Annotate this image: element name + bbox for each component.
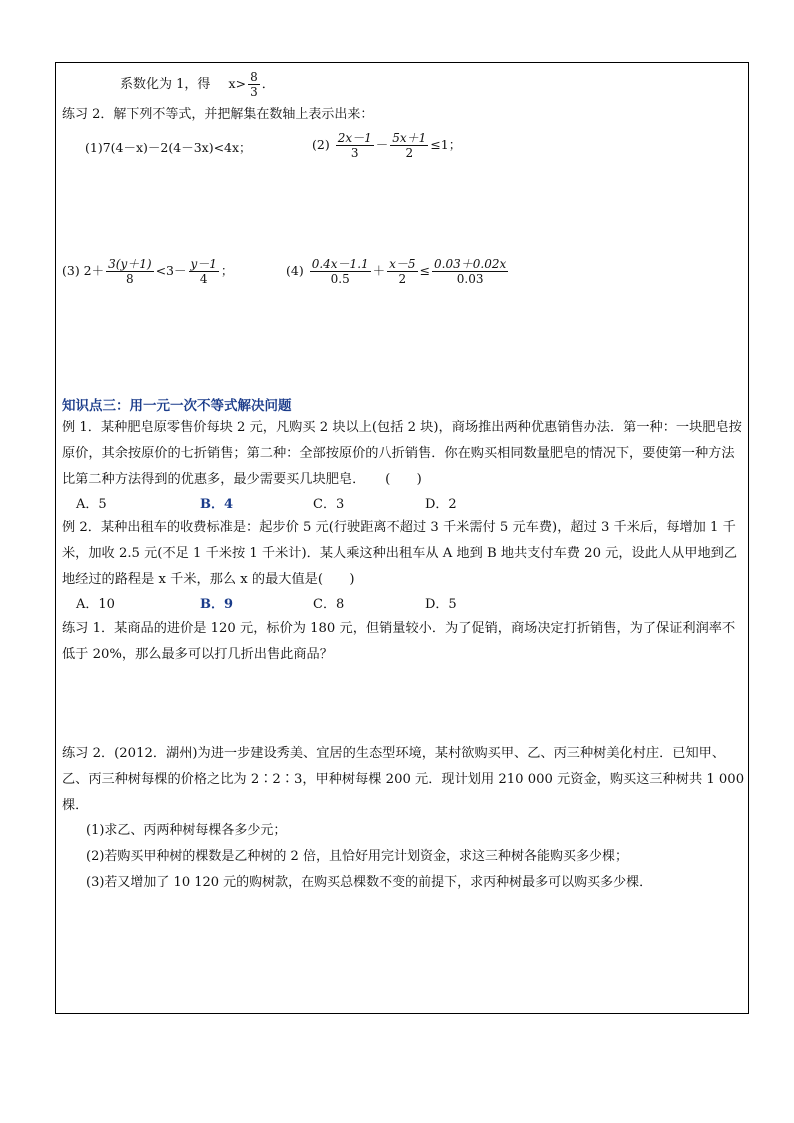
coef-inequality: x> xyxy=(228,76,247,91)
ex2-option-d[interactable]: D．5 xyxy=(425,597,457,612)
problem-3: (3) 2＋ $\frac{3(y+1)}{8}$ <3－ $\frac{y-1}{4}$ ； xyxy=(62,257,234,286)
ex1-option-d[interactable]: D．2 xyxy=(425,497,457,512)
fraction-8-3: $\frac{8}{3}$ xyxy=(250,70,258,99)
example2-options xyxy=(0,597,794,613)
coef-text: 系数化为 1，得 xyxy=(120,77,211,92)
problem-1: (1)7(4－x)－2(4－3x)<4x； xyxy=(85,140,252,155)
ex2-option-a[interactable]: A．10 xyxy=(76,597,115,612)
practice2-q2: (2)若购买甲种树的棵数是乙种树的 2 倍，且恰好用完计划资金，求这三种树各能购买多少棵； xyxy=(86,849,628,864)
section3-heading: 知识点三：用一元一次不等式解决问题 xyxy=(62,398,292,414)
ex1-option-c[interactable]: C．3 xyxy=(313,497,345,512)
practice2-text: 练习 2．(2012．湖州)为进一步建设秀美、宜居的生态型环境，某村欲购买甲、乙、丙三种树美化村庄．已知甲、乙、丙三种树每棵的价格之比为 2∶2∶3，甲种树每棵 200 元．现计划用 210 000 元资金，购买这三种树共 1 000 棵． xyxy=(62,746,745,813)
example2-text: 例 2．某种出租车的收费标准是：起步价 5 元(行驶距离不超过 3 千米需付 5 元车费)，超过 3 千米后，每增加 1 千米，加收 2.5 元(不足 1 千米按 1 千米计)．某人乘这种出租车从 A 地到 B 地共支付车费 20 元，设此人从甲地到乙地经过的路程是 x 千米，那么 x 的最大值是( ) xyxy=(62,520,738,587)
ex2-option-b[interactable]: B．9 xyxy=(200,597,234,612)
coef-line: 系数化为 1，得 x> $\frac{8}{3}$ ． xyxy=(120,70,275,99)
ex2-option-c[interactable]: C．8 xyxy=(313,597,345,612)
problem-2: (2) $\frac{2x-1}{3}$ － $\frac{5x+1}{2}$ ≤1； xyxy=(312,131,462,160)
problem-4: (4) $\frac{0.4x-1.1}{0.5}$ ＋ $\frac{x-5}{2}$ ≤ $\frac{0.03+0.02x}{0.03}$ xyxy=(286,257,507,286)
practice1-text: 练习 1．某商品的进价是 120 元，标价为 180 元，但销量较小．为了促销，商场决定打折销售，为了保证利润率不低于 20%，那么最多可以打几折出售此商品？ xyxy=(62,621,736,662)
exercise2-title: 练习 2．解下列不等式，并把解集在数轴上表示出来： xyxy=(62,107,374,122)
example1-text: 例 1．某种肥皂原零售价每块 2 元，凡购买 2 块以上(包括 2 块)，商场推出两种优惠销售办法．第一种：一块肥皂按原价，其余按原价的七折销售；第二种：全部按原价的八折销售．你在购买相同数量肥皂的情况下，要使第一种方法比第二种方法得到的优惠多，最少需要买几块肥皂． ( ) xyxy=(62,420,742,487)
example1-options xyxy=(0,497,794,513)
ex1-option-b[interactable]: B．4 xyxy=(200,497,234,512)
practice2-q3: (3)若又增加了 10 120 元的购树款，在购买总棵数不变的前提下，求丙种树最多可以购买多少棵． xyxy=(86,875,653,890)
ex1-option-a[interactable]: A．5 xyxy=(76,497,107,512)
practice2-q1: (1)求乙、丙两种树每棵各多少元； xyxy=(86,823,287,838)
